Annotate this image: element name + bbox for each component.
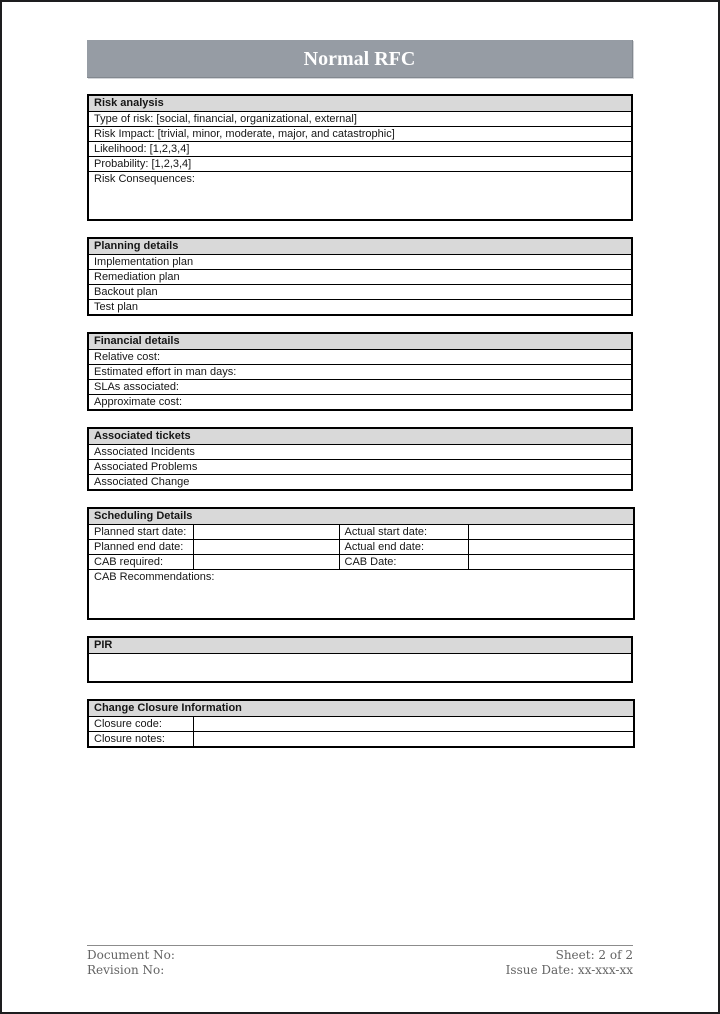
type-of-risk-row: Type of risk: [social, financial, organizational, external]: [88, 112, 632, 127]
pir-table: [87, 636, 633, 683]
relative-cost-row: Relative cost:: [88, 350, 632, 365]
actual-end-date-value-cell[interactable]: [468, 540, 634, 555]
backout-plan-row: Backout plan: [88, 285, 632, 300]
footer-left: [87, 948, 175, 978]
actual-end-date-label: Actual end date:: [339, 540, 468, 555]
change-closure-header: Change Closure Information: [88, 700, 634, 717]
planned-end-date-value-cell[interactable]: [193, 540, 339, 555]
associated-change-row: Associated Change: [88, 475, 632, 491]
likelihood-row: Likelihood: [1,2,3,4]: [88, 142, 632, 157]
probability-row: Probability: [1,2,3,4]: [88, 157, 632, 172]
revision-no-label: Revision No:: [87, 963, 165, 977]
risk-analysis-table: [87, 94, 633, 221]
closure-code-value-cell[interactable]: [193, 717, 634, 732]
test-plan-row: Test plan: [88, 300, 632, 316]
slas-associated-row: SLAs associated:: [88, 380, 632, 395]
document-no-label: Document No:: [87, 948, 175, 962]
financial-details-header: Financial details: [88, 333, 632, 350]
implementation-plan-row: Implementation plan: [88, 255, 632, 270]
cab-date-label: CAB Date:: [339, 555, 468, 570]
cab-required-value-cell[interactable]: [193, 555, 339, 570]
actual-start-date-label: Actual start date:: [339, 525, 468, 540]
page-content: [87, 2, 633, 764]
planning-details-table: [87, 237, 633, 316]
risk-consequences-cell[interactable]: Risk Consequences:: [88, 172, 632, 221]
title-banner: [87, 40, 633, 78]
risk-analysis-header: Risk analysis: [88, 95, 632, 112]
page-footer: [87, 945, 633, 978]
associated-problems-row: Associated Problems: [88, 460, 632, 475]
change-closure-table: [87, 699, 635, 748]
sheet-label: Sheet: 2 of 2: [555, 948, 633, 962]
issue-date-label: Issue Date: xx-xxx-xx: [505, 963, 633, 977]
estimated-effort-row: Estimated effort in man days:: [88, 365, 632, 380]
risk-impact-row: Risk Impact: [trivial, minor, moderate, major, and catastrophic]: [88, 127, 632, 142]
cab-required-label: CAB required:: [88, 555, 193, 570]
footer-right: [506, 948, 633, 978]
closure-code-label: Closure code:: [88, 717, 193, 732]
cab-recommendations-cell[interactable]: CAB Recommendations:: [88, 570, 634, 620]
approximate-cost-row: Approximate cost:: [88, 395, 632, 411]
pir-header: PIR: [88, 637, 632, 654]
planned-start-date-label: Planned start date:: [88, 525, 193, 540]
actual-start-date-value-cell[interactable]: [468, 525, 634, 540]
scheduling-details-header: Scheduling Details: [88, 508, 634, 525]
page-title: Normal RFC: [303, 48, 416, 70]
associated-tickets-table: [87, 427, 633, 491]
scheduling-details-table: [87, 507, 635, 620]
closure-notes-value-cell[interactable]: [193, 732, 634, 748]
associated-tickets-header: Associated tickets: [88, 428, 632, 445]
planning-details-header: Planning details: [88, 238, 632, 255]
financial-details-table: [87, 332, 633, 411]
planned-start-date-value-cell[interactable]: [193, 525, 339, 540]
remediation-plan-row: Remediation plan: [88, 270, 632, 285]
closure-notes-label: Closure notes:: [88, 732, 193, 748]
associated-incidents-row: Associated Incidents: [88, 445, 632, 460]
pir-content-cell[interactable]: [88, 654, 632, 683]
cab-date-value-cell[interactable]: [468, 555, 634, 570]
planned-end-date-label: Planned end date:: [88, 540, 193, 555]
